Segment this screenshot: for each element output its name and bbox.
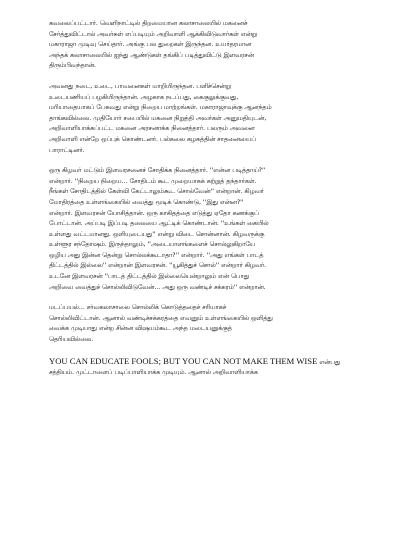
text-line: அறிவாளியாக்கப்பட்ட மகனை அரசனாக்க நினைத்தார். பலரும் அவனை [49, 125, 255, 133]
paragraph-container [49, 19, 377, 346]
text-line: அறிவை வைத்துச் சொல்லிவிடுவேன்... அது ஒரு வண்டிச் சக்கரம்'' என்றான். [49, 283, 266, 291]
text-line: தெரியவில்லை. [49, 336, 94, 344]
text-line: ஒரு கிழவர் மட்டும் இளவரசனைச் சோதிக்க நினைத்தார். ''என்ன படித்தாய்?'' [49, 167, 266, 175]
text-line: மரியாதையாகப் பேசுவது என்று நிறைய மாற்றங்கள். மகாராஜாவுக்கு ஆனந்தம் [49, 104, 272, 112]
text-line: சேர்த்துவிட்டால் அவர்கள் எப்படியும் அறிவாளி ஆக்கிவிடுவார்கள் என்று [49, 30, 257, 38]
text-line: பாராட்டினர். [49, 146, 85, 154]
closing-tamil-tail: என்பது [317, 358, 341, 366]
text-line: உள்ளது வட்டமானது. ஒளியுடையது'' என்று விடை சொன்னான். கிழவருக்கு [49, 230, 265, 238]
text-line: உடையணியப் பழகியிருந்தான். அழகாக நடப்பது, கைகுலுக்குவது, [49, 93, 239, 101]
text-line: திரும்பிவந்தான். [49, 62, 97, 70]
paragraph [49, 19, 377, 72]
text-line: திட்டத்தில் இல்லை'' என்றான் இளவரசன். ''யூகித்துச் சொல்'' என்றார் கிழவர். [49, 262, 267, 270]
text-line: சொல்லிவிட்டான். ஆனால் வண்டிச்சக்கரத்தை எவனும் உள்ளங்கையில் ஒளித்து [49, 314, 273, 322]
paragraph [49, 82, 377, 156]
text-line: மடப்பயல்... சர்வகலாசாலை சொல்லிக் கொடுத்ததைச் சரியாகச் [49, 304, 227, 312]
text-line: அவனது நடை, உடை, பாவனைகள் மாறியிருந்தன. பளிச்சென்று [49, 82, 231, 90]
closing-line-1 [49, 356, 377, 369]
paragraph [49, 166, 377, 293]
paragraph [49, 303, 377, 345]
text-line: என்றார். ''நிறைய நிறைய... சோதிடம் கூட முறையாகக் கற்றுத் தந்தார்கள். [49, 177, 257, 185]
text-line: வைக்க முடியாது என்ற சின்ன விஷயம்கூட அந்த மடையனுக்குத் [49, 325, 232, 333]
text-line: உடனே இளவரசன் ''பாடத் திட்டத்தில் இல்லையென்றாலும் என் பொது [49, 273, 250, 281]
closing-paragraph [49, 356, 377, 379]
text-line: ஒழிய அது இன்ன தென்று சொல்லக்கூடாதா?'' என்றார். ''அது எங்கள் பாடத் [49, 251, 264, 259]
text-line: அந்தக் கலாசாலையில் ஐந்து ஆண்டுகள் தங்கிப் படித்துவிட்டு இளவரசன் [49, 51, 254, 59]
text-line: மகாராஜா முடிவு செய்தார். அங்கு பல துறைகள் இருந்தன. உயர்தரமான [49, 41, 252, 49]
text-line: என்றார். இளவரசன் யோசித்தான். ஒரு காகிதத்தை எடுத்து ஏதோ கணக்குப் [49, 209, 259, 217]
text-line: போட்டான். அப்படி இப்படி தலையை ஆட்டிக் கொண்டான். ''உங்கள் கையில் [49, 220, 269, 228]
text-line: தாங்கவில்லை. முதியோர் சபையில் மகனை நிறுத்தி அவர்கள் அனுமதியுடன், [49, 114, 267, 122]
english-quote: YOU CAN EDUCATE FOOLS; BUT YOU CAN NOT MAKE THEM WISE [49, 355, 318, 366]
text-line: அறிவாளி என்றே ஒப்புக் கொண்டனர். பல்கலை கழகத்தின் சாதனையைப் [49, 135, 256, 143]
closing-line-2: சத்தியம். முட்டாளைப் படிப்பாளியாக்க முடியும். ஆனால் அறிவாளியாக்க [49, 369, 258, 377]
text-line: நீங்கள் சோதிடத்தில் கேள்வி கேட்டாலும்கூட சொல்வேன்'' என்றான். கிழவர் [49, 188, 264, 196]
text-line: மோதிரத்தை உள்ளங்கையில் வைத்து மூடிக் கொண்டு, ''இது என்ன?'' [49, 198, 244, 206]
text-line: கவலைப்பட்டார். வெளிநாட்டில் திறமையான கலாசாலையில் மகனைச் [49, 20, 248, 27]
text-line: உள்ளூர சந்தோஷம். இருந்தாலும், ''அடையாளங்களைச் சொல்லுகிறாயே [49, 241, 256, 249]
